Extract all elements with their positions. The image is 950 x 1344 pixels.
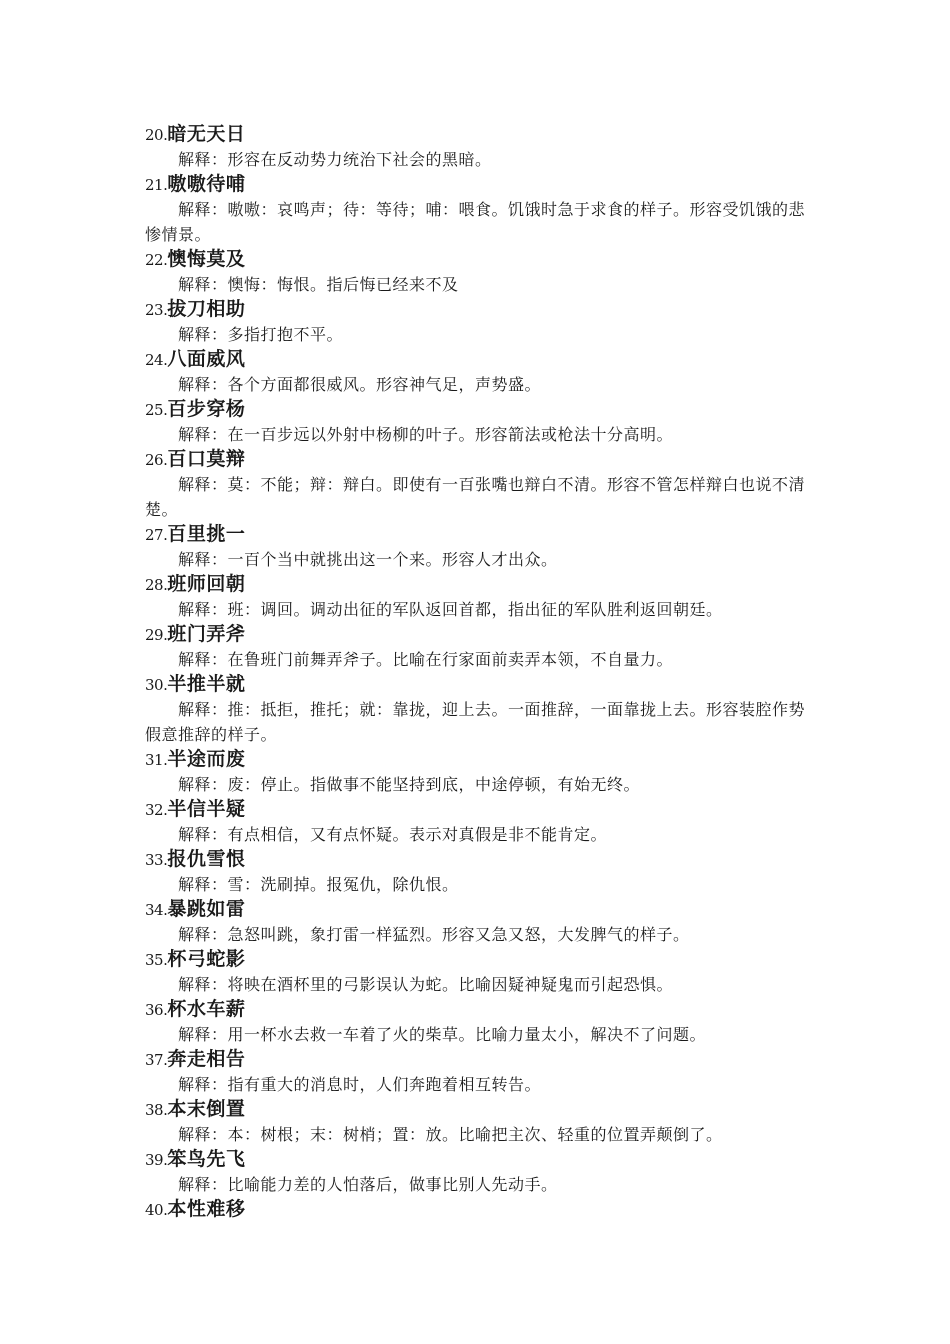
- idiom-number: 20.: [145, 126, 168, 144]
- idiom-number: 25.: [145, 401, 168, 419]
- idiom-list: [145, 122, 815, 1222]
- idiom-title: 暴跳如雷: [167, 898, 246, 920]
- idiom-number: 32.: [145, 801, 168, 819]
- idiom-number: 36.: [145, 1001, 168, 1019]
- idiom-number: 35.: [145, 951, 168, 969]
- idiom-definition: 解释：将映在酒杯里的弓影误认为蛇。比喻因疑神疑鬼而引起恐惧。: [178, 975, 674, 994]
- idiom-heading: [145, 172, 815, 197]
- idiom-heading: [145, 1097, 815, 1122]
- idiom-heading: [145, 447, 815, 472]
- idiom-definition: 解释：多指打抱不平。: [178, 325, 344, 344]
- idiom-title: 嗷嗷待哺: [167, 173, 246, 195]
- idiom-definition: 解释：推：抵拒，推托；就：靠拢，迎上去。一面推辞，一面靠拢上去。形容装腔作势假意推辞的样子。: [145, 700, 806, 744]
- idiom-title: 杯水车薪: [167, 998, 246, 1020]
- idiom-heading: [145, 847, 815, 872]
- idiom-entry: [145, 522, 815, 572]
- idiom-definition: 解释：比喻能力差的人怕落后，做事比别人先动手。: [178, 1175, 558, 1194]
- idiom-heading: [145, 247, 815, 272]
- idiom-entry: [145, 347, 815, 397]
- idiom-title: 报仇雪恨: [167, 848, 246, 870]
- idiom-number: 28.: [145, 576, 168, 594]
- idiom-heading: [145, 1147, 815, 1172]
- idiom-definition: 解释：在一百步远以外射中杨柳的叶子。形容箭法或枪法十分高明。: [178, 425, 674, 444]
- idiom-heading: [145, 572, 815, 597]
- idiom-definition: 解释：懊悔：悔恨。指后悔已经来不及: [178, 275, 459, 294]
- idiom-heading: [145, 297, 815, 322]
- idiom-heading: [145, 522, 815, 547]
- idiom-definition: 解释：废：停止。指做事不能坚持到底，中途停顿，有始无终。: [178, 775, 641, 794]
- idiom-number: 27.: [145, 526, 168, 544]
- idiom-entry: [145, 1197, 815, 1222]
- idiom-title: 百里挑一: [167, 523, 246, 545]
- idiom-title: 杯弓蛇影: [167, 948, 246, 970]
- idiom-definition: 解释：雪：洗刷掉。报冤仇，除仇恨。: [178, 875, 459, 894]
- idiom-number: 23.: [145, 301, 168, 319]
- idiom-number: 37.: [145, 1051, 168, 1069]
- idiom-number: 40.: [145, 1201, 168, 1219]
- idiom-entry: [145, 172, 815, 247]
- idiom-entry: [145, 747, 815, 797]
- idiom-definition: 解释：一百个当中就挑出这一个来。形容人才出众。: [178, 550, 558, 569]
- idiom-title: 本末倒置: [167, 1098, 246, 1120]
- idiom-heading: [145, 797, 815, 822]
- idiom-heading: [145, 947, 815, 972]
- idiom-definition: 解释：形容在反动势力统治下社会的黑暗。: [178, 150, 492, 169]
- idiom-entry: [145, 1097, 815, 1147]
- idiom-number: 30.: [145, 676, 168, 694]
- idiom-definition: 解释：各个方面都很威风。形容神气足，声势盛。: [178, 375, 542, 394]
- idiom-title: 百口莫辩: [167, 448, 246, 470]
- idiom-heading: [145, 747, 815, 772]
- idiom-number: 22.: [145, 251, 168, 269]
- idiom-title: 本性难移: [167, 1198, 246, 1220]
- idiom-definition: 解释：班：调回。调动出征的军队返回首都，指出征的军队胜利返回朝廷。: [178, 600, 723, 619]
- idiom-number: 26.: [145, 451, 168, 469]
- idiom-title: 半途而废: [167, 748, 246, 770]
- idiom-heading: [145, 347, 815, 372]
- idiom-title: 笨鸟先飞: [167, 1148, 246, 1170]
- idiom-number: 34.: [145, 901, 168, 919]
- idiom-title: 百步穿杨: [167, 398, 246, 420]
- idiom-entry: [145, 297, 815, 347]
- idiom-title: 半推半就: [167, 673, 246, 695]
- idiom-entry: [145, 1147, 815, 1197]
- idiom-heading: [145, 1047, 815, 1072]
- idiom-entry: [145, 797, 815, 847]
- idiom-entry: [145, 122, 815, 172]
- idiom-number: 29.: [145, 626, 168, 644]
- idiom-number: 39.: [145, 1151, 168, 1169]
- idiom-definition: 解释：用一杯水去救一车着了火的柴草。比喻力量太小，解决不了问题。: [178, 1025, 707, 1044]
- idiom-heading: [145, 897, 815, 922]
- idiom-definition: 解释：本：树根；末：树梢；置：放。比喻把主次、轻重的位置弄颠倒了。: [178, 1125, 723, 1144]
- idiom-entry: [145, 672, 815, 747]
- idiom-entry: [145, 572, 815, 622]
- idiom-definition: 解释：嗷嗷：哀鸣声；待：等待；哺：喂食。饥饿时急于求食的样子。形容受饥饿的悲惨情景。: [145, 200, 806, 244]
- idiom-title: 八面威风: [167, 348, 246, 370]
- idiom-definition: 解释：莫：不能；辩：辩白。即使有一百张嘴也辩白不清。形容不管怎样辩白也说不清楚。: [145, 475, 806, 519]
- idiom-entry: [145, 947, 815, 997]
- idiom-entry: [145, 622, 815, 672]
- idiom-title: 拔刀相助: [167, 298, 246, 320]
- idiom-number: 24.: [145, 351, 168, 369]
- idiom-definition: 解释：指有重大的消息时，人们奔跑着相互转告。: [178, 1075, 542, 1094]
- idiom-entry: [145, 1047, 815, 1097]
- idiom-number: 38.: [145, 1101, 168, 1119]
- idiom-heading: [145, 397, 815, 422]
- idiom-title: 奔走相告: [167, 1048, 246, 1070]
- idiom-heading: [145, 672, 815, 697]
- idiom-title: 班门弄斧: [167, 623, 246, 645]
- idiom-heading: [145, 122, 815, 147]
- idiom-entry: [145, 397, 815, 447]
- idiom-definition: 解释：急怒叫跳，象打雷一样猛烈。形容又急又怒，大发脾气的样子。: [178, 925, 690, 944]
- idiom-heading: [145, 622, 815, 647]
- idiom-number: 31.: [145, 751, 168, 769]
- idiom-title: 暗无天日: [167, 123, 246, 145]
- idiom-heading: [145, 1197, 815, 1222]
- idiom-definition: 解释：有点相信，又有点怀疑。表示对真假是非不能肯定。: [178, 825, 608, 844]
- idiom-number: 33.: [145, 851, 168, 869]
- idiom-title: 懊悔莫及: [167, 248, 246, 270]
- idiom-number: 21.: [145, 176, 168, 194]
- idiom-entry: [145, 847, 815, 897]
- idiom-entry: [145, 447, 815, 522]
- idiom-entry: [145, 247, 815, 297]
- idiom-title: 班师回朝: [167, 573, 246, 595]
- idiom-heading: [145, 997, 815, 1022]
- idiom-definition: 解释：在鲁班门前舞弄斧子。比喻在行家面前卖弄本领，不自量力。: [178, 650, 674, 669]
- idiom-entry: [145, 897, 815, 947]
- idiom-title: 半信半疑: [167, 798, 246, 820]
- idiom-entry: [145, 997, 815, 1047]
